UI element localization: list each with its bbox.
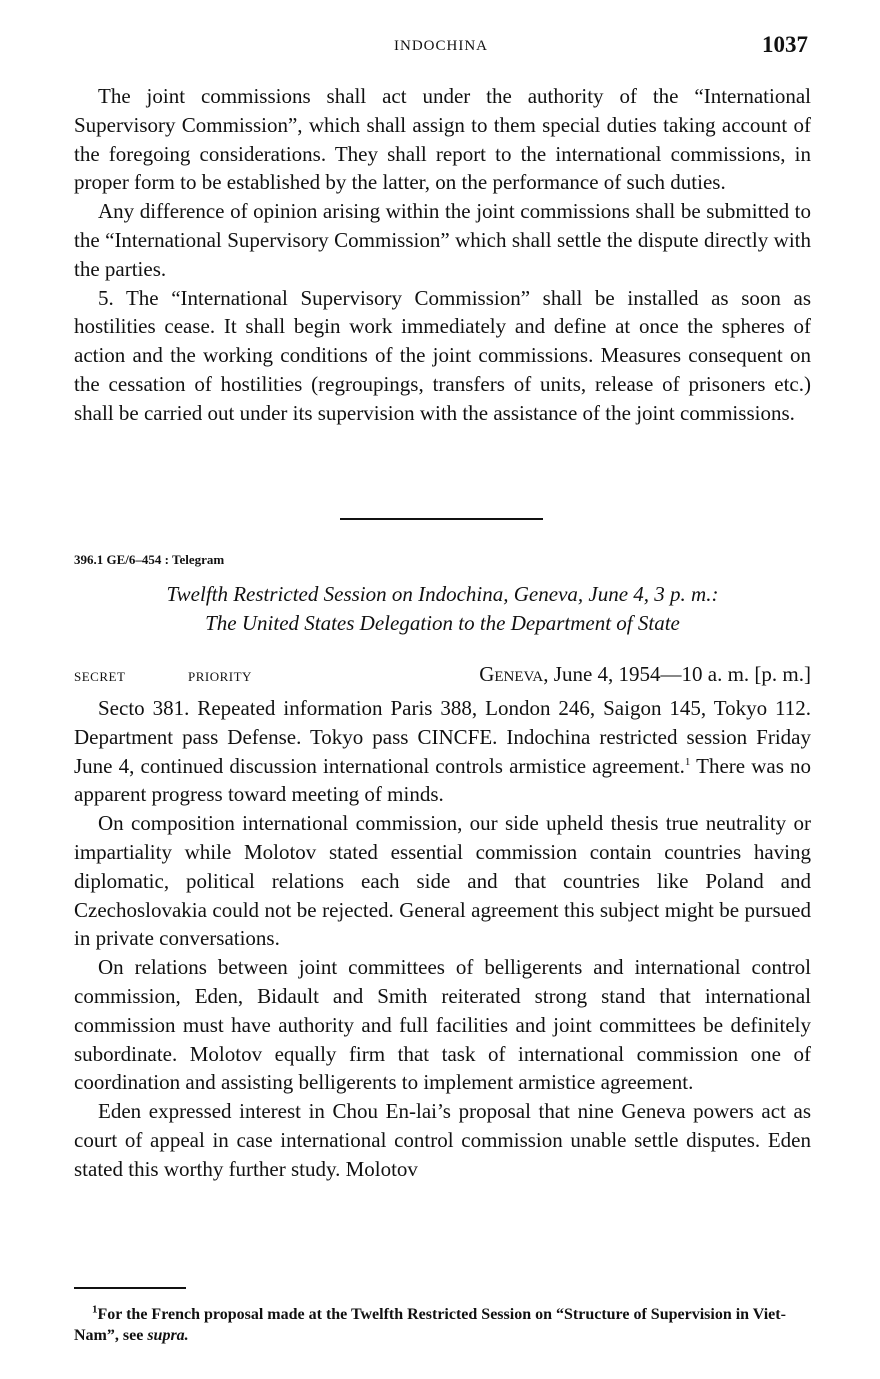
paragraph: The joint commissions shall act under the authority of the “International Supervisory Commission”, which shall assign to them special duties taking account of the foregoing considerations. They shall report to the international commissions, in proper form to be established by the latter, on the performance of such duties. [74, 84, 811, 195]
paragraph-text: Secto 381. Repeated information Paris 388, London 246, Saigon 145, Tokyo 112. Department pass Defense. Tokyo pass CINCFE. Indochina restricted session Friday June 4, continued discussion international controls armistice agreement. [74, 696, 811, 778]
running-head [74, 32, 808, 62]
document-title [74, 580, 811, 638]
paragraph-text: There was no apparent progress toward meeting of minds. [74, 753, 811, 807]
paragraph: Eden expressed interest in Chou En-lai’s proposal that nine Geneva powers act as court of appeal in case international control commission unable settle disputes. Eden stated this worthy further study. Molotov [74, 1099, 811, 1181]
footnote [74, 1304, 811, 1346]
paragraph: On composition international commission, our side upheld thesis true neutrality or impartiality while Molotov stated essential commission contain countries having diplomatic, political relations each side and that countries like Poland and Czechoslovakia could not be rejected. General agreement this subject might be pursued in private conversations. [74, 811, 811, 951]
footnote-divider [74, 1287, 186, 1289]
classification-secret: SECRET [74, 669, 126, 684]
file-reference: 396.1 GE/6–454 : Telegram [74, 552, 225, 567]
telegram-text [74, 694, 811, 1184]
continued-text [74, 82, 811, 428]
paragraph: On relations between joint committees of belligerents and international control commission, Eden, Bidault and Smith reiterated strong stand that international commission must have authority and full facilities and joint committees be definitely subordinate. Molotov equally firm that task of international commission one of coordination and assisting belligerents to implement armistice agreement. [74, 955, 811, 1095]
paragraph: Any difference of opinion arising within the joint commissions shall be submitted to the “International Supervisory Commission” which shall settle the dispute directly with the parties. [74, 199, 811, 281]
page-number: 1037 [762, 32, 808, 57]
footnote-see: supra. [147, 1327, 189, 1344]
running-title: INDOCHINA [394, 38, 488, 54]
footnote-reference: 1 [684, 755, 691, 768]
classification-priority: PRIORITY [188, 669, 252, 684]
paragraph [74, 694, 811, 809]
dateline-date: June 4, 1954—10 a. m. [p. m.] [548, 662, 811, 686]
classification-line [74, 662, 811, 690]
footnote-mark: 1 [92, 1303, 98, 1316]
footnote-text: For the French proposal made at the Twelfth Restricted Session on “Structure of Supervision in Viet-Nam”, see [74, 1306, 786, 1344]
title-line: Twelfth Restricted Session on Indochina, Geneva, June 4, 3 p. m.: [166, 582, 719, 606]
title-line: The United States Delegation to the Department of State [205, 611, 680, 635]
dateline [479, 662, 811, 687]
dateline-place: Geneva, [479, 662, 549, 686]
paragraph: 5. The “International Supervisory Commission” shall be installed as soon as hostilities cease. It shall begin work immediately and define at once the spheres of action and the working conditions of the joint commissions. Measures consequent on the cessation of hostilities (regroupings, transfers of units, release of prisoners etc.) shall be carried out under its supervision with the assistance of the joint commissions. [74, 285, 811, 425]
section-divider [340, 518, 543, 520]
